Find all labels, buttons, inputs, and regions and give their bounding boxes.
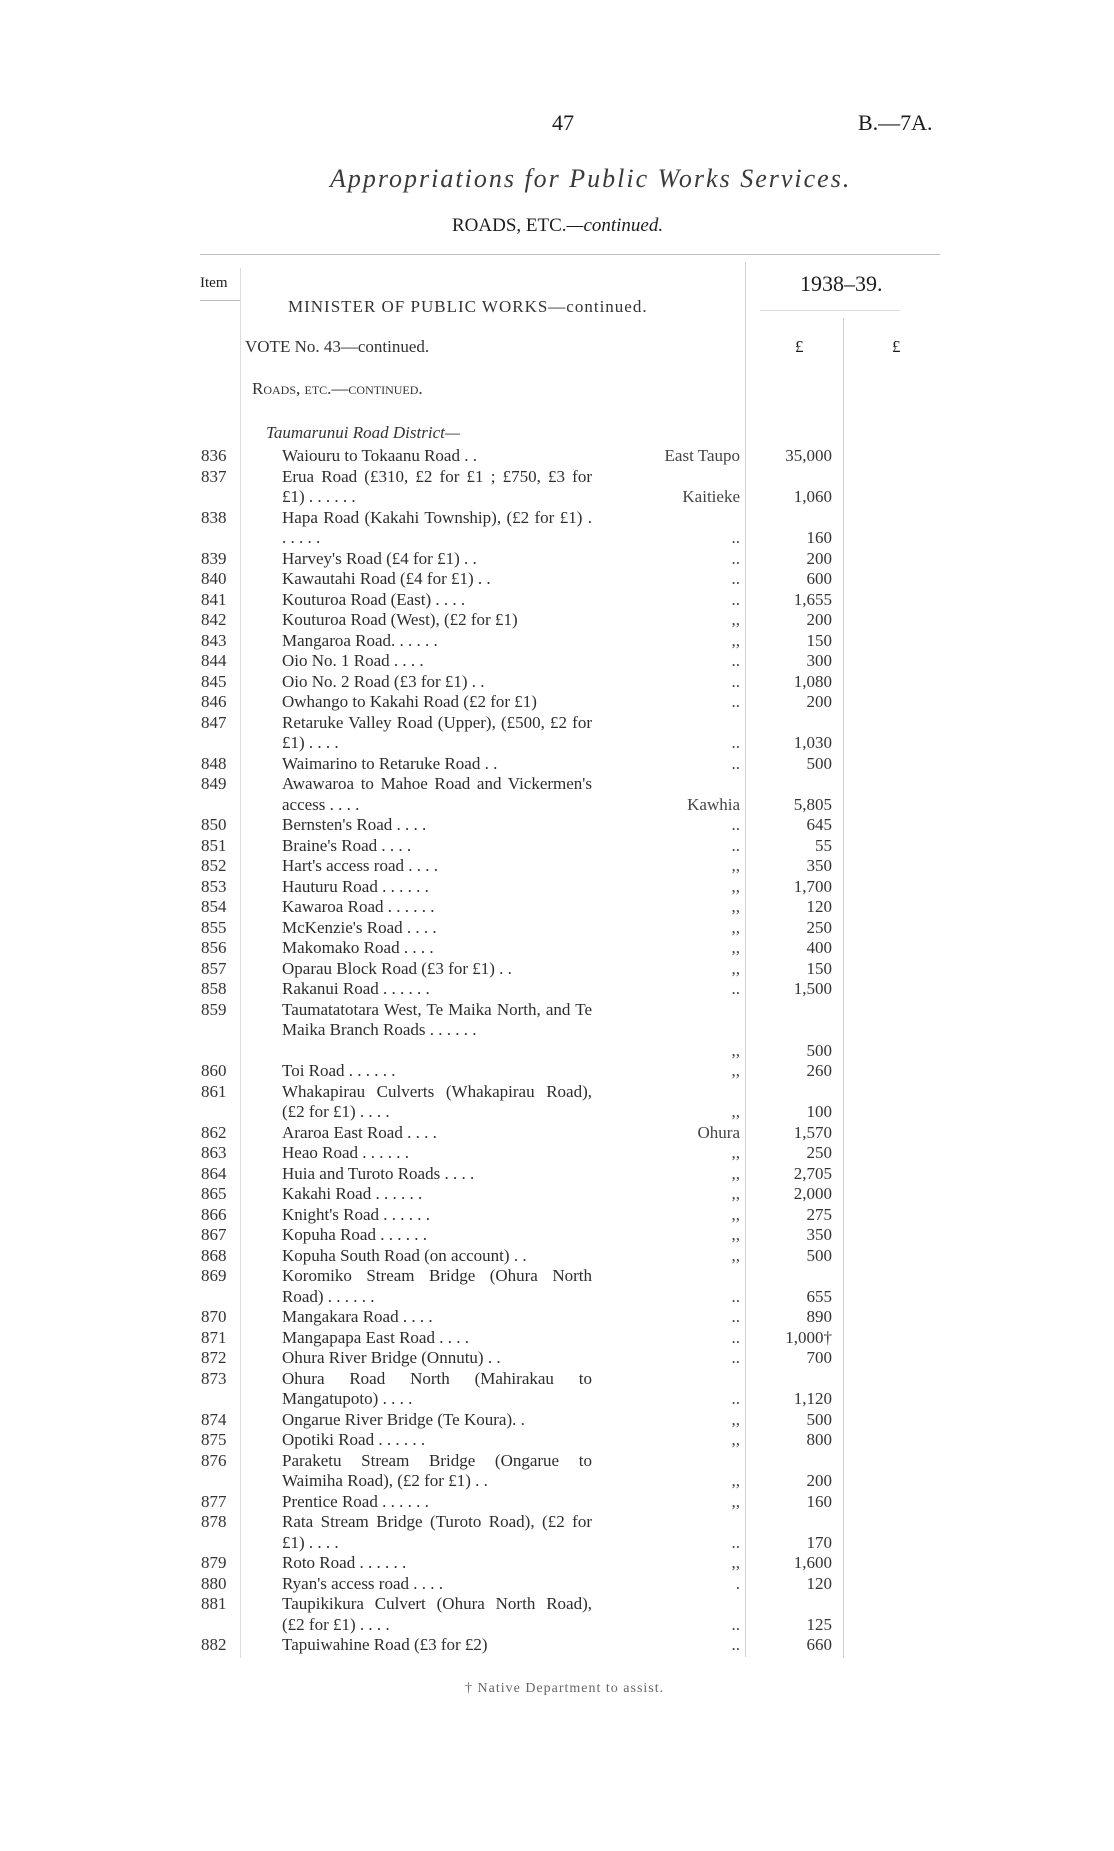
item-description: Taumatatotara West, Te Maika North, and Te Maika Branch Roads . . . . . . [282, 999, 592, 1039]
item-number: 860 [201, 1061, 227, 1080]
minister-heading: MINISTER OF PUBLIC WORKS—continued. [288, 297, 648, 316]
appropriation-amount: 700 [806, 1348, 832, 1367]
item-number: 856 [201, 938, 227, 957]
district-name: .. [731, 548, 740, 568]
district-name: ,, [731, 1553, 740, 1572]
item-number: 871 [201, 1327, 227, 1347]
item-number: 862 [201, 1122, 227, 1142]
appropriation-amount: 500 [806, 753, 832, 773]
item-number: 844 [201, 651, 227, 670]
district-name: East Taupo [664, 446, 740, 465]
district-name: .. [731, 1286, 740, 1306]
item-description: Makomako Road . . . . [282, 938, 434, 957]
appropriation-amount: 200 [806, 548, 832, 568]
appropriation-amount: 120 [806, 897, 832, 916]
item-description: Retaruke Valley Road (Upper), (£500, £2 for £1) . . . . [282, 712, 592, 752]
item-number: 879 [201, 1553, 227, 1572]
item-description: Hapa Road (Kakahi Township), (£2 for £1) . . . . . . [282, 507, 592, 547]
appropriation-amount: 150 [806, 630, 832, 650]
appropriation-amount: 400 [806, 938, 832, 957]
district-name: ,, [731, 958, 740, 978]
item-number: 840 [201, 569, 227, 588]
appropriation-amount: 2,000 [793, 1184, 832, 1203]
item-number: 839 [201, 548, 227, 568]
district-name: .. [731, 753, 740, 773]
district-name: .. [731, 1614, 740, 1634]
item-description: Ryan's access road . . . . [282, 1573, 444, 1593]
item-number: 859 [201, 999, 227, 1019]
item-number: 849 [201, 774, 227, 793]
district-name: .. [731, 528, 740, 547]
roads-subheading: Roads, etc.—continued. [252, 379, 423, 398]
district-name: .. [731, 979, 740, 998]
item-number: 877 [201, 1491, 227, 1511]
item-number: 858 [201, 979, 227, 998]
appropriation-amount: 160 [806, 1491, 832, 1511]
item-description: Knight's Road . . . . . . [282, 1204, 431, 1224]
item-description: Erua Road (£310, £2 for £1 ; £750, £3 for £1) . . . . . . [282, 466, 592, 506]
district-name: ,, [731, 1163, 740, 1183]
item-number: 857 [201, 958, 227, 978]
appropriation-amount: 500 [806, 1409, 832, 1429]
item-column-header: Item [200, 275, 228, 291]
appropriation-amount: 1,000† [785, 1327, 832, 1347]
district-name: ,, [731, 630, 740, 650]
page-number: 47 [552, 110, 574, 135]
item-column-divider [240, 268, 241, 1658]
item-description: Braine's Road . . . . [282, 835, 412, 855]
item-number: 875 [201, 1430, 227, 1449]
item-number: 853 [201, 876, 227, 896]
item-description: Kouturoa Road (West), (£2 for £1) [282, 610, 518, 629]
item-number: 874 [201, 1409, 227, 1429]
appropriation-amount: 170 [806, 1532, 832, 1552]
item-description: Huia and Turoto Roads . . . . [282, 1163, 475, 1183]
item-description: Hart's access road . . . . [282, 856, 439, 875]
item-number: 869 [201, 1266, 227, 1285]
item-number: 842 [201, 610, 227, 629]
item-number: 873 [201, 1368, 227, 1388]
district-name: . [735, 1573, 740, 1593]
district-name: ,, [731, 897, 740, 916]
item-description: Rata Stream Bridge (Turoto Road), (£2 for £1) . . . . [282, 1512, 592, 1552]
item-description: Opotiki Road . . . . . . [282, 1430, 426, 1449]
appropriation-amount: 275 [806, 1204, 832, 1224]
item-number: 847 [201, 712, 227, 732]
appropriation-amount: 200 [806, 610, 832, 629]
district-name: .. [731, 733, 740, 752]
district-name: ,, [731, 856, 740, 875]
district-name: ,, [731, 876, 740, 896]
appropriation-amount: 125 [806, 1614, 832, 1634]
appropriation-amount: 800 [806, 1430, 832, 1449]
item-number: 837 [201, 466, 227, 486]
district-name: .. [731, 1327, 740, 1347]
district-name: .. [731, 1348, 740, 1367]
document-code: B.—7A. [858, 110, 933, 135]
item-number: 863 [201, 1143, 227, 1162]
year-column-header: 1938–39. [800, 271, 883, 296]
item-description: Paraketu Stream Bridge (Ongarue to Waimiha Road), (£2 for £1) . . [282, 1450, 592, 1490]
item-number: 876 [201, 1450, 227, 1470]
appropriation-amount: 660 [806, 1635, 832, 1654]
item-number: 838 [201, 507, 227, 527]
district-name: ,, [731, 1143, 740, 1162]
appropriation-amount: 1,060 [793, 487, 832, 506]
item-number: 865 [201, 1184, 227, 1203]
item-description: Kawautahi Road (£4 for £1) . . [282, 569, 491, 588]
appropriation-amount: 160 [806, 528, 832, 547]
appropriation-amount: 350 [806, 1225, 832, 1244]
district-name: ,, [731, 610, 740, 629]
item-description: Ohura River Bridge (Onnutu) . . [282, 1348, 501, 1367]
appropriation-amount: 260 [806, 1061, 832, 1080]
appropriation-amount: 120 [806, 1573, 832, 1593]
district-name: ,, [731, 1102, 740, 1121]
appropriation-amount: 300 [806, 651, 832, 670]
appropriation-amount: 1,080 [793, 671, 832, 691]
appropriation-amount: 500 [806, 1040, 832, 1060]
appropriation-amount: 1,700 [793, 876, 832, 896]
item-description: McKenzie's Road . . . . [282, 917, 437, 937]
item-number: 880 [201, 1573, 227, 1593]
item-description: Awawaroa to Mahoe Road and Vickermen's access . . . . [282, 774, 592, 814]
item-description: Oio No. 1 Road . . . . [282, 651, 424, 670]
appropriation-amount: 5,805 [793, 794, 832, 814]
section-heading-suffix: —continued. [566, 215, 664, 236]
appropriation-amount: 1,120 [793, 1389, 832, 1408]
item-description: Waimarino to Retaruke Road . . [282, 753, 498, 773]
item-number: 861 [201, 1081, 227, 1101]
vote-heading: VOTE No. 43—continued. [245, 337, 430, 356]
district-name: ,, [731, 1225, 740, 1244]
item-description: Taupikikura Culvert (Ohura North Road), (£2 for £1) . . . . [282, 1594, 592, 1634]
district-name: .. [731, 1532, 740, 1552]
item-description: Prentice Road . . . . . . [282, 1491, 429, 1511]
item-number: 878 [201, 1512, 227, 1531]
appropriation-amount: 55 [815, 835, 832, 855]
appropriation-amount: 1,655 [793, 589, 832, 609]
appropriation-amount: 350 [806, 856, 832, 875]
item-number: 848 [201, 753, 227, 773]
appropriation-amount: 1,600 [793, 1553, 832, 1572]
item-description: Mangakara Road . . . . [282, 1307, 433, 1326]
item-number: 872 [201, 1348, 227, 1367]
item-description: Bernsten's Road . . . . [282, 815, 427, 834]
item-number: 881 [201, 1594, 227, 1613]
item-description: Oio No. 2 Road (£3 for £1) . . [282, 671, 485, 691]
district-name: .. [731, 1635, 740, 1654]
item-description: Heao Road . . . . . . [282, 1143, 410, 1162]
appropriation-amount: 150 [806, 958, 832, 978]
district-name: .. [731, 569, 740, 588]
appropriation-amount: 1,570 [793, 1122, 832, 1142]
district-name: ,, [731, 1204, 740, 1224]
district-name: ,, [731, 938, 740, 957]
appropriation-amount: 250 [806, 1143, 832, 1162]
item-description: Owhango to Kakahi Road (£2 for £1) [282, 692, 537, 711]
item-number: 866 [201, 1204, 227, 1224]
item-description: Toi Road . . . . . . [282, 1061, 396, 1080]
item-description: Roto Road . . . . . . [282, 1553, 407, 1572]
district-name: Kawhia [687, 794, 740, 814]
item-description: Kawaroa Road . . . . . . [282, 897, 435, 916]
district-name: ,, [731, 1430, 740, 1449]
district-name: ,, [731, 917, 740, 937]
district-name: .. [731, 1389, 740, 1408]
appropriation-amount: 1,500 [793, 979, 832, 998]
item-description: Kopuha Road . . . . . . [282, 1225, 427, 1244]
item-number: 836 [201, 446, 227, 465]
appropriation-amount: 100 [806, 1102, 832, 1121]
district-name: .. [731, 671, 740, 691]
item-number: 855 [201, 917, 227, 937]
district-name: ,, [731, 1245, 740, 1265]
appropriation-amount: 645 [806, 815, 832, 834]
item-number: 841 [201, 589, 227, 609]
pound-symbol-column-1: £ [795, 337, 804, 356]
district-name: ,, [731, 1409, 740, 1429]
appropriation-amount: 1,030 [793, 733, 832, 752]
pound-symbol-column-2: £ [892, 337, 901, 356]
district-name: ,, [731, 1040, 740, 1060]
item-number: 854 [201, 897, 227, 916]
appropriation-amount: 200 [806, 692, 832, 711]
amount-column-divider [843, 318, 844, 1658]
district-name: .. [731, 589, 740, 609]
item-header-rule [200, 300, 240, 301]
item-description: Kopuha South Road (on account) . . [282, 1245, 527, 1265]
item-number: 851 [201, 835, 227, 855]
item-description: Ohura Road North (Mahirakau to Mangatupoto) . . . . [282, 1368, 592, 1408]
item-number: 843 [201, 630, 227, 650]
district-name: ,, [731, 1061, 740, 1080]
item-description: Waiouru to Tokaanu Road . . [282, 446, 477, 465]
appropriation-amount: 600 [806, 569, 832, 588]
appropriation-amount: 890 [806, 1307, 832, 1326]
item-number: 852 [201, 856, 227, 875]
district-name: ,, [731, 1491, 740, 1511]
item-description: Tapuiwahine Road (£3 for £2) [282, 1635, 488, 1654]
footnote: † Native Department to assist. [465, 1681, 665, 1696]
item-description: Kakahi Road . . . . . . [282, 1184, 423, 1203]
item-description: Ongarue River Bridge (Te Koura). . [282, 1409, 525, 1429]
item-number: 846 [201, 692, 227, 711]
appropriation-amount: 250 [806, 917, 832, 937]
item-number: 850 [201, 815, 227, 834]
district-name: .. [731, 651, 740, 670]
item-number: 870 [201, 1307, 227, 1326]
district-name: ,, [731, 1471, 740, 1490]
district-name: .. [731, 835, 740, 855]
item-description: Koromiko Stream Bridge (Ohura North Road) . . . . . . [282, 1266, 592, 1306]
district-name: ,, [731, 1184, 740, 1203]
page-title: Appropriations for Public Works Services. [330, 164, 852, 193]
item-description: Harvey's Road (£4 for £1) . . [282, 548, 477, 568]
table-top-rule [200, 254, 940, 255]
item-description: Mangaroa Road. . . . . . [282, 630, 438, 650]
section-heading-text: ROADS, ETC. [452, 215, 567, 236]
appropriation-amount: 655 [806, 1286, 832, 1306]
item-number: 868 [201, 1245, 227, 1265]
item-description: Araroa East Road . . . . [282, 1122, 437, 1142]
district-name: .. [731, 815, 740, 834]
section-heading [452, 215, 663, 237]
district-name: Kaitieke [682, 487, 740, 506]
appropriation-amount: 2,705 [793, 1163, 832, 1183]
item-description: Whakapirau Culverts (Whakapirau Road), (£2 for £1) . . . . [282, 1081, 592, 1121]
appropriation-amount: 500 [806, 1245, 832, 1265]
appropriation-amount: 35,000 [785, 446, 832, 465]
item-description: Rakanui Road . . . . . . [282, 979, 430, 998]
appropriation-amount: 200 [806, 1471, 832, 1490]
item-number: 864 [201, 1163, 227, 1183]
item-description: Oparau Block Road (£3 for £1) . . [282, 958, 512, 978]
item-number: 867 [201, 1225, 227, 1244]
item-description: Kouturoa Road (East) . . . . [282, 589, 466, 609]
district-name: .. [731, 1307, 740, 1326]
item-number: 882 [201, 1635, 227, 1654]
district-name: Ohura [697, 1122, 740, 1142]
year-header-rule [760, 310, 900, 311]
item-description: Hauturu Road . . . . . . [282, 876, 429, 896]
item-number: 845 [201, 671, 227, 691]
district-name: .. [731, 692, 740, 711]
district-heading: Taumarunui Road District— [266, 423, 460, 442]
item-description: Mangapapa East Road . . . . [282, 1327, 469, 1347]
